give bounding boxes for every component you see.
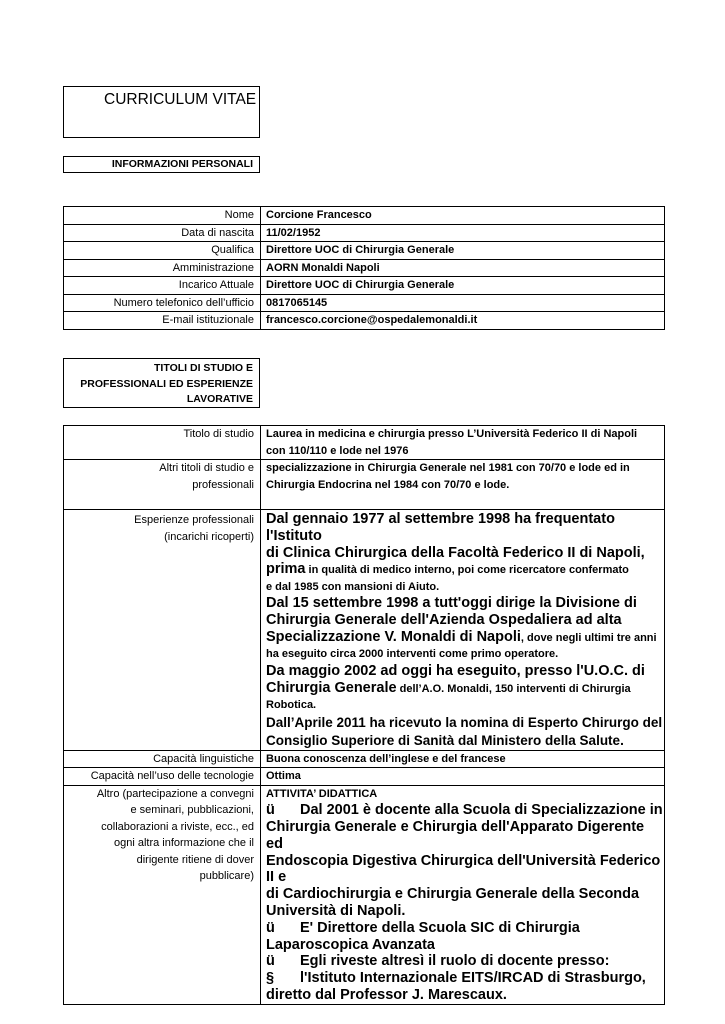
table-row xyxy=(64,242,665,260)
career-table xyxy=(63,425,665,1005)
languages-value: Buona conoscenza dell’inglese e del francese xyxy=(261,750,665,768)
row-label: Altri titoli di studio e professionali xyxy=(64,460,261,510)
row-label: Amministrazione xyxy=(64,259,261,277)
other-info-value: ATTIVITA’ DIDATTICA ü Dal 2001 è docente alla Scuola di Specializzazione in Chirurgia Generale e Chirurgia dell'Apparato Digerente ed Endoscopia Digestiva Chirurgica dell'Università Federico II e di Cardiochirurgia e Chirurgia Generale della Seconda Università di Napoli. ü E' Direttore della Scuola SIC di Chirurgia Laparoscopica Avanzata ü Egli riveste altresì il ruolo di docente presso: § l'Istituto Internazionale EITS/IRCAD di Strasburgo, diretto dal Professor J. Marescaux. xyxy=(261,785,665,1004)
cv-title: CURRICULUM VITAE xyxy=(104,91,257,108)
bullet-check: ü xyxy=(266,953,275,970)
row-label: Titolo di studio xyxy=(64,426,261,460)
row-label: Capacità nell’uso delle tecnologie xyxy=(64,768,261,786)
row-value: 0817065145 xyxy=(261,294,665,312)
titles-header xyxy=(63,358,260,408)
personal-info-table xyxy=(63,206,665,330)
table-row xyxy=(64,750,665,768)
table-row xyxy=(64,294,665,312)
table-row xyxy=(64,224,665,242)
cv-title-box xyxy=(63,86,260,138)
row-value: Direttore UOC di Chirurgia Generale xyxy=(261,277,665,295)
row-value: francesco.corcione@ospedalemonaldi.it xyxy=(261,312,665,330)
table-row xyxy=(64,768,665,786)
row-label: Qualifica xyxy=(64,242,261,260)
table-row xyxy=(64,259,665,277)
row-value: Direttore UOC di Chirurgia Generale xyxy=(261,242,665,260)
table-row xyxy=(64,277,665,295)
row-value: Corcione Francesco xyxy=(261,207,665,225)
degree-value: Laurea in medicina e chirurgia presso L’Università Federico II di Napoli con 110/110 e lode nel 1976 xyxy=(261,426,665,460)
experience-value: Dal gennaio 1977 al settembre 1998 ha frequentato l'Istituto di Clinica Chirurgica della Facoltà Federico II di Napoli, prima in qualità di medico interno, poi come ricercatore confermato e dal 1985 con mansioni di Aiuto. Dal 15 settembre 1998 a tutt'oggi dirige la Divisione di Chirurgia Generale dell'Azienda Ospedaliera ad alta Specializzazione V. Monaldi di Napoli, dove negli ultimi tre anni ha eseguito circa 2000 interventi come primo operatore. Da maggio 2002 ad oggi ha eseguito, presso l'U.O.C. di Chirurgia Generale dell’A.O. Monaldi, 150 interventi di Chirurgia Robotica. Dall’Aprile 2011 ha ricevuto la nomina di Esperto Chirurgo del Consiglio Superiore di Sanità dal Ministero della Salute. xyxy=(261,510,665,751)
table-row xyxy=(64,207,665,225)
tech-skills-value: Ottima xyxy=(261,768,665,786)
table-row xyxy=(64,785,665,1004)
row-label: Altro (partecipazione a convegni e seminari, pubblicazioni, collaborazioni a riviste, ecc., ed ogni altra informazione che il dirigente ritiene di dover pubblicare) xyxy=(64,785,261,1004)
personal-info-header xyxy=(63,156,260,173)
row-value: AORN Monaldi Napoli xyxy=(261,259,665,277)
table-row xyxy=(64,312,665,330)
row-label: Esperienze professionali (incarichi ricoperti) xyxy=(64,510,261,751)
row-value: 11/02/1952 xyxy=(261,224,665,242)
bullet-section: § xyxy=(266,970,275,987)
row-label: Nome xyxy=(64,207,261,225)
row-label: E-mail istituzionale xyxy=(64,312,261,330)
personal-info-heading: INFORMAZIONI PERSONALI xyxy=(111,158,253,170)
table-row xyxy=(64,426,665,460)
row-label: Data di nascita xyxy=(64,224,261,242)
row-label: Incarico Attuale xyxy=(64,277,261,295)
row-label: Capacità linguistiche xyxy=(64,750,261,768)
other-titles-value: specializzazione in Chirurgia Generale nel 1981 con 70/70 e lode ed in Chirurgia Endocrina nel 1984 con 70/70 e lode. xyxy=(261,460,665,510)
titles-heading: TITOLI DI STUDIO E PROFESSIONALI ED ESPERIENZE LAVORATIVE xyxy=(80,362,253,406)
bullet-check: ü xyxy=(266,802,275,819)
table-row xyxy=(64,460,665,510)
bullet-check: ü xyxy=(266,919,275,936)
table-row xyxy=(64,510,665,751)
row-label: Numero telefonico dell’ufficio xyxy=(64,294,261,312)
